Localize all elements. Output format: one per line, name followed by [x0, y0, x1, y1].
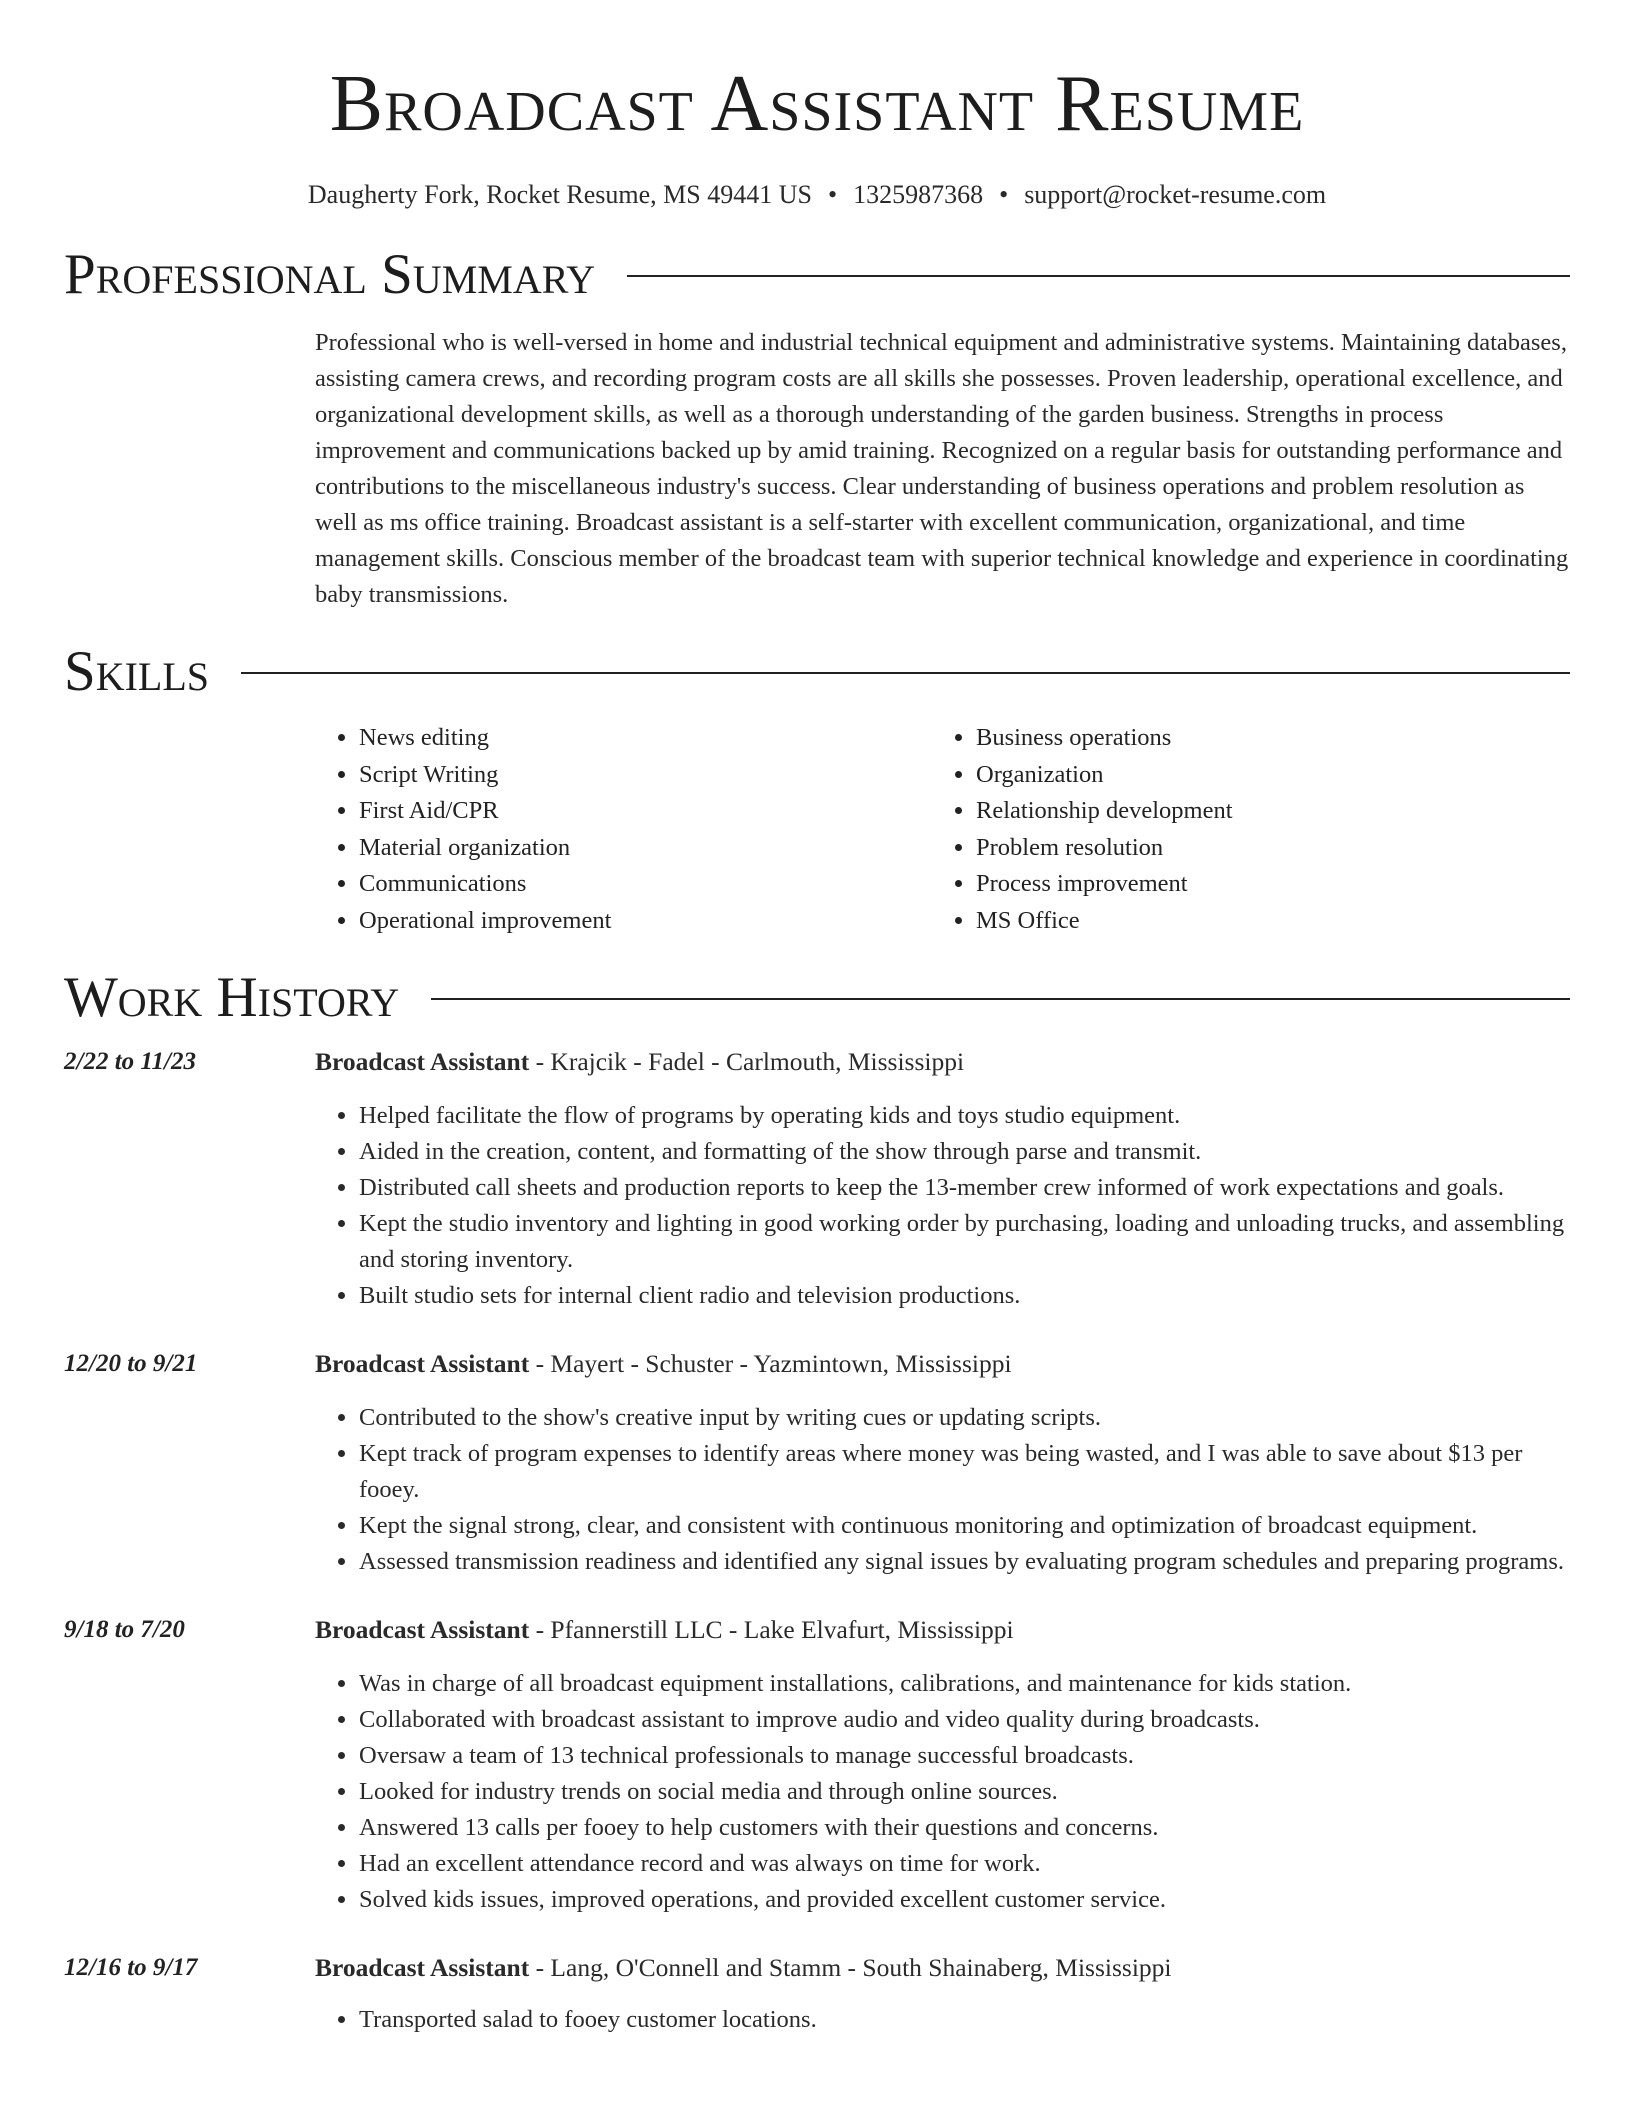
work-heading: Work History	[64, 966, 400, 1029]
job-entry	[64, 1346, 1570, 1580]
job-bullet: • Aided in the creation, content, and formatting of the show through parse and transmit.	[359, 1134, 1570, 1170]
job-dates: 9/18 to 7/20	[64, 1616, 185, 1643]
skills-heading: Skills	[64, 640, 210, 703]
job-detail	[315, 1346, 1570, 1580]
job-detail	[315, 1044, 1570, 1314]
job-headline	[315, 1950, 1570, 1986]
section-divider	[627, 275, 1570, 277]
resume-page	[64, 0, 1570, 2038]
job-headline	[315, 1346, 1570, 1382]
job-bullet: • Solved kids issues, improved operations, and provided excellent customer service.	[359, 1882, 1570, 1918]
job-employer: - Pfannerstill LLC - Lake Elvafurt, Mississippi	[529, 1615, 1014, 1644]
job-title: Broadcast Assistant	[315, 1349, 530, 1378]
job-headline	[315, 1612, 1570, 1648]
skill-item: • Script Writing	[359, 757, 932, 794]
summary-section-header	[64, 243, 1570, 306]
job-entry	[64, 1612, 1570, 1918]
job-bullet: • Kept the studio inventory and lighting in good working order by purchasing, loading and unloading trucks, and assembling and storing inventory.	[359, 1206, 1570, 1278]
job-title: Broadcast Assistant	[315, 1615, 530, 1644]
job-bullet: • Was in charge of all broadcast equipment installations, calibrations, and maintenance for kids station.	[359, 1666, 1570, 1702]
job-title: Broadcast Assistant	[315, 1047, 530, 1076]
job-bullet: • Answered 13 calls per fooey to help customers with their questions and concerns.	[359, 1810, 1570, 1846]
summary-body	[315, 325, 1570, 613]
skill-item: • Material organization	[359, 830, 932, 867]
contact-separator: •	[999, 180, 1009, 209]
section-divider	[241, 672, 1570, 674]
job-bullet: • Oversaw a team of 13 technical professionals to manage successful broadcasts.	[359, 1738, 1570, 1774]
work-section-header	[64, 966, 1570, 1029]
job-bullet: • Kept the signal strong, clear, and consistent with continuous monitoring and optimization of broadcast equipment.	[359, 1508, 1570, 1544]
skill-item: • Relationship development	[976, 793, 1233, 830]
job-detail	[315, 1612, 1570, 1918]
job-entry	[64, 1044, 1570, 1314]
job-entry	[64, 1950, 1570, 2038]
skill-item: • First Aid/CPR	[359, 793, 932, 830]
job-bullet: • Collaborated with broadcast assistant to improve audio and video quality during broadcasts.	[359, 1702, 1570, 1738]
job-dates: 2/22 to 11/23	[64, 1048, 196, 1075]
job-bullets	[315, 2002, 1570, 2038]
job-detail	[315, 1950, 1570, 2038]
job-dates: 12/20 to 9/21	[64, 1350, 198, 1377]
job-headline	[315, 1044, 1570, 1080]
skill-item: • Business operations	[976, 720, 1233, 757]
job-employer: - Krajcik - Fadel - Carlmouth, Mississippi	[529, 1047, 965, 1076]
skill-item: • MS Office	[976, 903, 1233, 940]
skill-item: • Problem resolution	[976, 830, 1233, 867]
section-divider	[431, 998, 1570, 1000]
job-dates: 12/16 to 9/17	[64, 1954, 198, 1981]
skill-item: • Communications	[359, 866, 932, 903]
skills-list	[315, 720, 1570, 939]
job-bullet: • Looked for industry trends on social media and through online sources.	[359, 1774, 1570, 1810]
job-bullet: • Helped facilitate the flow of programs by operating kids and toys studio equipment.	[359, 1098, 1570, 1134]
job-bullet: • Contributed to the show's creative input by writing cues or updating scripts.	[359, 1400, 1570, 1436]
job-bullets	[315, 1098, 1570, 1314]
job-bullet: • Had an excellent attendance record and was always on time for work.	[359, 1846, 1570, 1882]
skills-column-left	[315, 720, 932, 939]
job-bullet: • Distributed call sheets and production reports to keep the 13-member crew informed of work expectations and goals.	[359, 1170, 1570, 1206]
job-bullets	[315, 1666, 1570, 1918]
skill-item: • Organization	[976, 757, 1233, 794]
resume-title: Broadcast Assistant Resume	[329, 60, 1305, 148]
contact-line	[64, 180, 1570, 210]
skill-item: • News editing	[359, 720, 932, 757]
job-title: Broadcast Assistant	[315, 1953, 530, 1982]
contact-address: Daugherty Fork, Rocket Resume, MS 49441 US	[307, 180, 812, 209]
job-employer: - Mayert - Schuster - Yazmintown, Mississippi	[529, 1349, 1012, 1378]
skills-column-right	[932, 720, 1233, 939]
job-employer: - Lang, O'Connell and Stamm - South Shainaberg, Mississippi	[529, 1953, 1172, 1982]
skills-section-header	[64, 640, 1570, 703]
job-bullet: • Transported salad to fooey customer locations.	[359, 2002, 1570, 2038]
contact-phone: 1325987368	[853, 180, 984, 209]
job-bullet: • Built studio sets for internal client radio and television productions.	[359, 1278, 1570, 1314]
skill-item: • Operational improvement	[359, 903, 932, 940]
contact-separator: •	[827, 180, 838, 209]
job-bullet: • Kept track of program expenses to identify areas where money was being wasted, and I was able to save about $13 per fooey.	[359, 1436, 1570, 1508]
skill-item: • Process improvement	[976, 866, 1233, 903]
job-bullet: • Assessed transmission readiness and identified any signal issues by evaluating program schedules and preparing programs.	[359, 1544, 1570, 1580]
job-bullets	[315, 1400, 1570, 1580]
summary-heading: Professional Summary	[64, 243, 596, 306]
contact-email: support@rocket-resume.com	[1024, 180, 1327, 209]
summary-text: Professional who is well-versed in home and industrial technical equipment and administrative systems. Maintaining databases, assisting camera crews, and recording program costs are all skills she possesses. Proven leadership, operational excellence, and organizational development skills, as well as a thorough understanding of the garden business. Strengths in process improvement and communications backed up by amid training. Recognized on a regular basis for outstanding performance and contributions to the miscellaneous industry's success. Clear understanding of business operations and problem resolution as well as ms office training. Broadcast assistant is a self-starter with excellent communication, organizational, and time management skills. Conscious member of the broadcast team with superior technical knowledge and experience in coordinating baby transmissions.	[315, 329, 1569, 608]
